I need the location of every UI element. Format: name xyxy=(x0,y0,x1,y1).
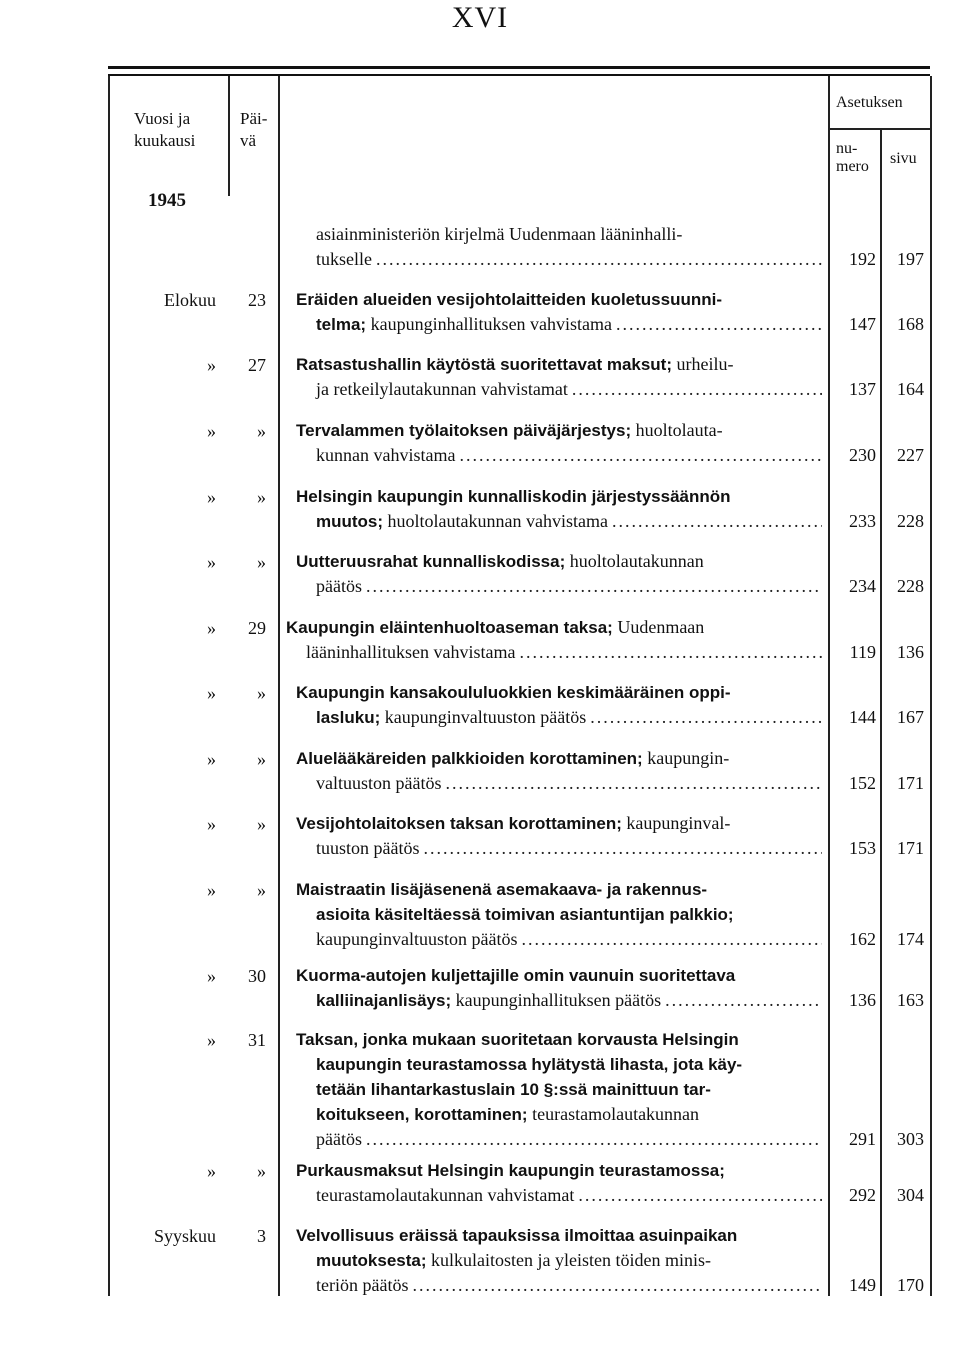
entry-line: asiainministeriön kirjelmä Uudenmaan lääninhalli- xyxy=(316,224,683,244)
entry-title: koitukseen, korottaminen; xyxy=(316,1105,528,1124)
entry-title: Tervalammen työlaitoksen päiväjärjestys; xyxy=(296,421,632,440)
entry-month: » xyxy=(207,880,216,900)
entry-month: » xyxy=(207,552,216,572)
entry-text: Velvollisuus eräissä tapauksissa ilmoittaa asuinpaikan muutoksesta; kulkulaitosten ja yleisten töiden minis- teriön päätös ..... xyxy=(296,1223,822,1298)
column-line-left xyxy=(108,76,110,1296)
entry-last-line: kalliinajanlisäys; kaupunginhallituksen päätös ..... xyxy=(296,988,822,1013)
entry-page: 228 xyxy=(897,576,924,596)
entry-month: » xyxy=(207,421,216,441)
entry-title: muutoksesta; xyxy=(316,1251,427,1270)
entry-title: Vesijohtolaitoksen taksan korottaminen; xyxy=(296,814,622,833)
entry-number: 291 xyxy=(849,1129,876,1149)
entry-month: » xyxy=(207,618,216,638)
page-number: XVI xyxy=(451,1,509,34)
entry-day: 29 xyxy=(248,618,266,638)
entry-month: » xyxy=(207,355,216,375)
entry-last-line: kunnan vahvistama ..... xyxy=(296,443,822,468)
entry-text: Vesijohtolaitoksen taksan korottaminen; kaupunginval- tuuston päätös ..... xyxy=(296,811,822,861)
entry-month: » xyxy=(207,814,216,834)
entry-page: 170 xyxy=(897,1275,924,1295)
entry-day: » xyxy=(257,487,266,507)
entry-last-line: kaupunginvaltuuston päätös ..... xyxy=(296,927,822,952)
entry-text: Ratsastushallin käytöstä suoritettavat maksut; urheilu- ja retkeilylautakunnan vahvistamat ..... xyxy=(296,352,822,402)
entry-text: Tervalammen työlaitoksen päiväjärjestys; huoltolauta- kunnan vahvistama ..... xyxy=(296,418,822,468)
entry-day: » xyxy=(257,814,266,834)
year-label: 1945 xyxy=(148,190,186,211)
entry-day: » xyxy=(257,683,266,703)
entry-number: 119 xyxy=(849,642,876,662)
entry-last-line: muutos; huoltolautakunnan vahvistama ..... xyxy=(296,509,822,534)
entry-title: tetään lihantarkastuslain 10 §:ssä mainittuun tar- xyxy=(316,1080,711,1099)
entry-month: » xyxy=(207,683,216,703)
entry-month: Syyskuu xyxy=(153,1226,216,1246)
entry-text xyxy=(296,484,822,534)
entry-last-line: päätös ..... xyxy=(296,1127,822,1152)
entry-number: 137 xyxy=(849,379,876,399)
entry-title: Taksan, jonka mukaan suoritetaan korvausta Helsingin xyxy=(296,1030,739,1049)
entry-title: Uutteruusrahat kunnalliskodissa; xyxy=(296,552,566,571)
top-rule-thin xyxy=(108,74,930,76)
entry-title: Kaupungin kansakoululuokkien keskimääräinen oppi- xyxy=(296,683,731,702)
column-line-year xyxy=(228,76,230,196)
column-line-day xyxy=(278,76,280,1296)
entry-last-line: teriön päätös ..... xyxy=(296,1273,822,1298)
entry-month: » xyxy=(207,487,216,507)
entry-page: 164 xyxy=(897,379,924,399)
entry-last-line: tuuston päätös ..... xyxy=(296,836,822,861)
entry-title: Kaupungin eläintenhuoltoaseman taksa; xyxy=(286,618,613,637)
entry-page: 167 xyxy=(897,707,924,727)
header-year-month: Vuosi ja kuukausi xyxy=(134,109,196,150)
entry-text: Uutteruusrahat kunnalliskodissa; huoltolautakunnan päätös ..... xyxy=(296,549,822,599)
entry-number: 192 xyxy=(849,249,876,269)
entry-number: 230 xyxy=(849,445,876,465)
entry-page: 228 xyxy=(897,511,924,531)
entry-day: 30 xyxy=(248,966,266,986)
header-asetuksen: Asetuksen xyxy=(836,94,903,111)
entry-last-line: lasluku; kaupunginvaltuuston päätös ..... xyxy=(296,705,822,730)
entry-number: 233 xyxy=(849,511,876,531)
entry-last-line: ja retkeilylautakunnan vahvistamat ..... xyxy=(296,377,822,402)
entry-title: Helsingin kaupungin kunnalliskodin järjestyssäännön xyxy=(296,487,731,506)
entry-last-line: valtuuston päätös ..... xyxy=(296,771,822,796)
entry-title: Aluelääkäreiden palkkioiden korottaminen; xyxy=(296,749,643,768)
entry-number: 292 xyxy=(849,1185,876,1205)
entry-text: Aluelääkäreiden palkkioiden korottaminen; kaupungin- valtuuston päätös ..... xyxy=(296,746,822,796)
entry-title: Ratsastushallin käytöstä suoritettavat maksut; xyxy=(296,355,673,374)
entry-month: » xyxy=(207,1030,216,1050)
entry-page: 171 xyxy=(897,773,924,793)
entry-day: 3 xyxy=(257,1226,266,1246)
entry-title: Eräiden alueiden vesijohtolaitteiden kuoletussuunni- xyxy=(296,290,723,309)
entry-page: 303 xyxy=(897,1129,924,1149)
entry-number: 234 xyxy=(849,576,876,596)
entry-title: Maistraatin lisäjäsenenä asemakaava- ja rakennus- xyxy=(296,880,708,899)
header-divider xyxy=(828,128,930,130)
entry-number: 149 xyxy=(849,1275,876,1295)
entry-title: asioita käsiteltäessä toimivan asiantuntijan palkkio; xyxy=(316,905,734,924)
column-line-right xyxy=(930,76,932,1296)
entry-text xyxy=(296,680,822,730)
entry-number: 136 xyxy=(849,990,876,1010)
entry-page: 171 xyxy=(897,838,924,858)
entry-page: 197 xyxy=(897,249,924,269)
entry-number: 153 xyxy=(849,838,876,858)
entry-title: Velvollisuus eräissä tapauksissa ilmoittaa asuinpaikan xyxy=(296,1226,738,1245)
entry-page: 136 xyxy=(897,642,924,662)
top-rule xyxy=(108,66,930,69)
entry-page: 163 xyxy=(897,990,924,1010)
entry-day: » xyxy=(257,1161,266,1181)
entry-day: » xyxy=(257,749,266,769)
entry-last-line: teurastamolautakunnan vahvistamat ..... xyxy=(296,1183,822,1208)
entry-text xyxy=(296,222,822,272)
entry-number: 152 xyxy=(849,773,876,793)
entry-day: 31 xyxy=(248,1030,266,1050)
entry-number: 144 xyxy=(849,707,876,727)
entry-month: » xyxy=(207,966,216,986)
entry-text xyxy=(296,1158,822,1208)
entry-text xyxy=(296,877,822,952)
entry-day: 23 xyxy=(248,290,266,310)
entry-page: 174 xyxy=(897,929,924,949)
entry-last-line: tukselle ..... xyxy=(296,247,822,272)
header-sivu: sivu xyxy=(890,150,917,167)
entry-day: » xyxy=(257,552,266,572)
entry-month: » xyxy=(207,1161,216,1181)
entry-text: Kaupungin eläintenhuoltoaseman taksa; Uudenmaan lääninhallituksen vahvistama ..... xyxy=(286,615,822,665)
entry-month: Elokuu xyxy=(164,290,216,310)
entry-title: Purkausmaksut Helsingin kaupungin teurastamossa; xyxy=(296,1161,725,1180)
header-numero: nu-mero xyxy=(836,140,869,175)
entry-text xyxy=(296,963,822,1013)
entry-text: Taksan, jonka mukaan suoritetaan korvausta Helsingin kaupungin teurastamossa hylätystä lihasta, jota käy- tetään lihantarkastuslain 10 §:ssä mainittuun tar- koitukseen, korottaminen; teurastamolautakunnan päätös ..... xyxy=(296,1027,822,1152)
entry-title: kaupungin teurastamossa hylätystä lihasta, jota käy- xyxy=(316,1055,743,1074)
entry-page: 227 xyxy=(897,445,924,465)
entry-last-line: telma; kaupunginhallituksen vahvistama ..... xyxy=(296,312,822,337)
entry-text xyxy=(296,287,822,337)
entry-day: » xyxy=(257,880,266,900)
entry-day: » xyxy=(257,421,266,441)
entry-day: 27 xyxy=(248,355,266,375)
entry-last-line: lääninhallituksen vahvistama ..... xyxy=(286,640,822,665)
entry-last-line: päätös ..... xyxy=(296,574,822,599)
entry-page: 304 xyxy=(897,1185,924,1205)
entry-number: 162 xyxy=(849,929,876,949)
entry-number: 147 xyxy=(849,314,876,334)
entry-month: » xyxy=(207,749,216,769)
entry-page: 168 xyxy=(897,314,924,334)
entry-title: Kuorma-autojen kuljettajille omin vaunuin suoritettava xyxy=(296,966,736,985)
header-day: Päi-vä xyxy=(240,109,268,150)
